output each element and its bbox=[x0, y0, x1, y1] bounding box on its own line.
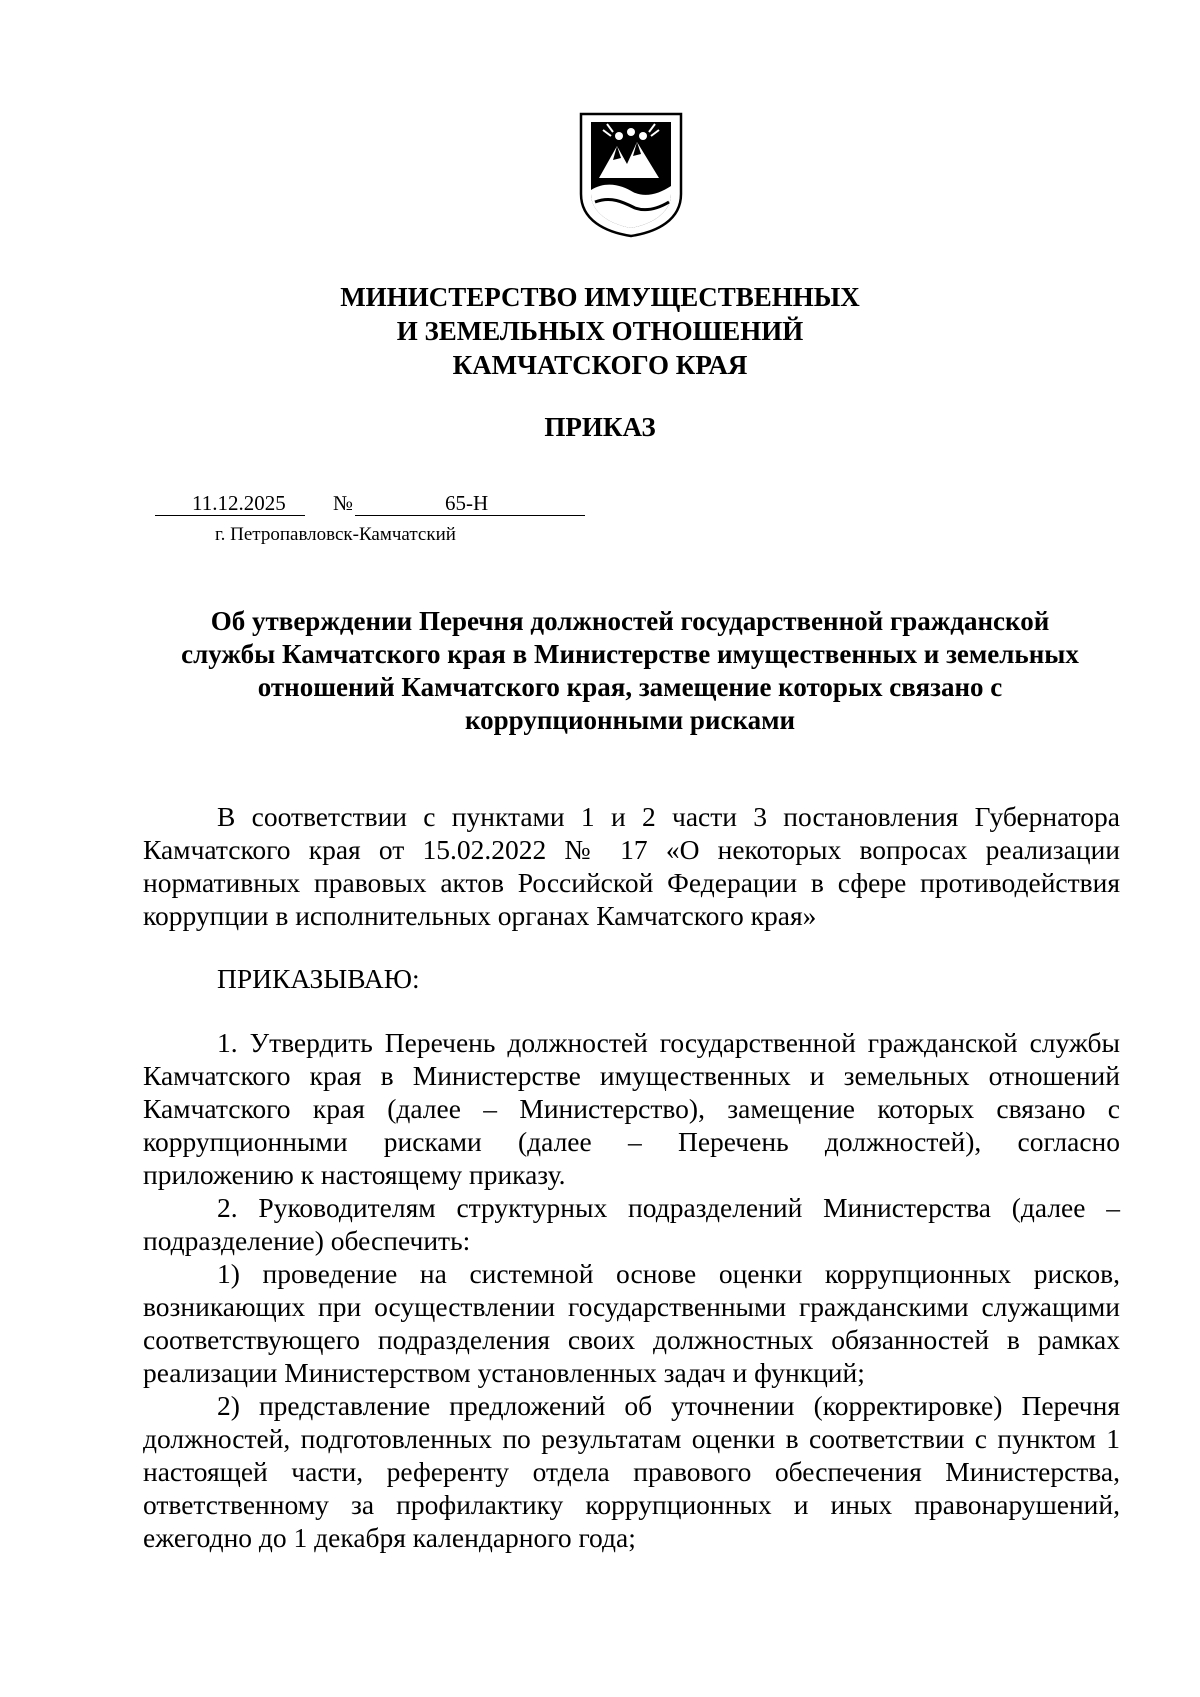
item-1-line: Камчатского края (далее – Министерство), замещение которых связано с bbox=[143, 1093, 1120, 1124]
item-1-line: Камчатского края в Министерстве имущественных и земельных отношений bbox=[143, 1060, 1120, 1091]
subitem-2-line: ответственному за профилактику коррупционных и иных правонарушений, bbox=[143, 1489, 1120, 1520]
item-2-line: 2. Руководителям структурных подразделений Министерства (далее – bbox=[217, 1192, 1120, 1223]
organization-name-line-3: КАМЧАТСКОГО КРАЯ bbox=[452, 350, 748, 380]
subject-line-3: отношений Камчатского края, замещение которых связано с bbox=[257, 672, 1003, 702]
preamble-line: коррупции в исполнительных органах Камчатского края» bbox=[143, 900, 817, 931]
subitem-1-line: возникающих при осуществлении государственными гражданскими служащими bbox=[143, 1291, 1120, 1322]
item-1-line: приложению к настоящему приказу. bbox=[143, 1159, 566, 1190]
order-items bbox=[143, 1026, 1120, 1554]
subitem-2-line: ежегодно до 1 декабря календарного года; bbox=[143, 1522, 636, 1553]
document-date-number-row bbox=[155, 491, 585, 519]
subitem-2-line: должностей, подготовленных по результатам оценки в соответствии с пунктом 1 bbox=[143, 1423, 1120, 1454]
subitem-1-line: 1) проведение на системной основе оценки коррупционных рисков, bbox=[217, 1258, 1120, 1289]
subject-line-4: коррупционными рисками bbox=[464, 705, 796, 735]
subject-line-1: Об утверждении Перечня должностей государственной гражданской bbox=[210, 606, 1050, 636]
organization-name-line-1: МИНИСТЕРСТВО ИМУЩЕСТВЕННЫХ bbox=[340, 282, 860, 312]
preamble-line: Камчатского края от 15.02.2022 № 17 «О некоторых вопросах реализации bbox=[143, 834, 1120, 865]
item-2-line: подразделение) обеспечить: bbox=[143, 1225, 471, 1256]
organization-name bbox=[0, 280, 1200, 382]
number-sign: № bbox=[333, 491, 354, 515]
subject-line-2: службы Камчатского края в Министерстве имущественных и земельных bbox=[181, 639, 1079, 669]
item-1-line: 1. Утвердить Перечень должностей государственной гражданской службы bbox=[217, 1027, 1120, 1058]
document-subject bbox=[140, 605, 1120, 737]
item-1-line: коррупционными рисками (далее – Перечень должностей), согласно bbox=[143, 1126, 1120, 1157]
kamchatka-coat-of-arms-icon bbox=[577, 112, 685, 238]
subitem-2-line: 2) представление предложений об уточнении (корректировке) Перечня bbox=[217, 1390, 1120, 1421]
preamble-paragraph bbox=[143, 800, 1120, 932]
preamble-line: нормативных правовых актов Российской Федерации в сфере противодействия bbox=[143, 867, 1120, 898]
organization-name-line-2: И ЗЕМЕЛЬНЫХ ОТНОШЕНИЙ bbox=[396, 316, 804, 346]
document-type-title: ПРИКАЗ bbox=[544, 412, 656, 442]
document-number: 65-Н bbox=[445, 491, 489, 515]
subitem-1-line: соответствующего подразделения своих должностных обязанностей в рамках bbox=[143, 1324, 1120, 1355]
document-date: 11.12.2025 bbox=[192, 491, 286, 515]
preamble-line: В соответствии с пунктами 1 и 2 части 3 постановления Губернатора bbox=[217, 801, 1120, 832]
document-city: г. Петропавловск-Камчатский bbox=[215, 524, 456, 545]
order-directive-word: ПРИКАЗЫВАЮ: bbox=[217, 963, 420, 994]
subitem-2-line: настоящей части, референту отдела правового обеспечения Министерства, bbox=[143, 1456, 1120, 1487]
subitem-1-line: реализации Министерством установленных задач и функций; bbox=[143, 1357, 865, 1388]
